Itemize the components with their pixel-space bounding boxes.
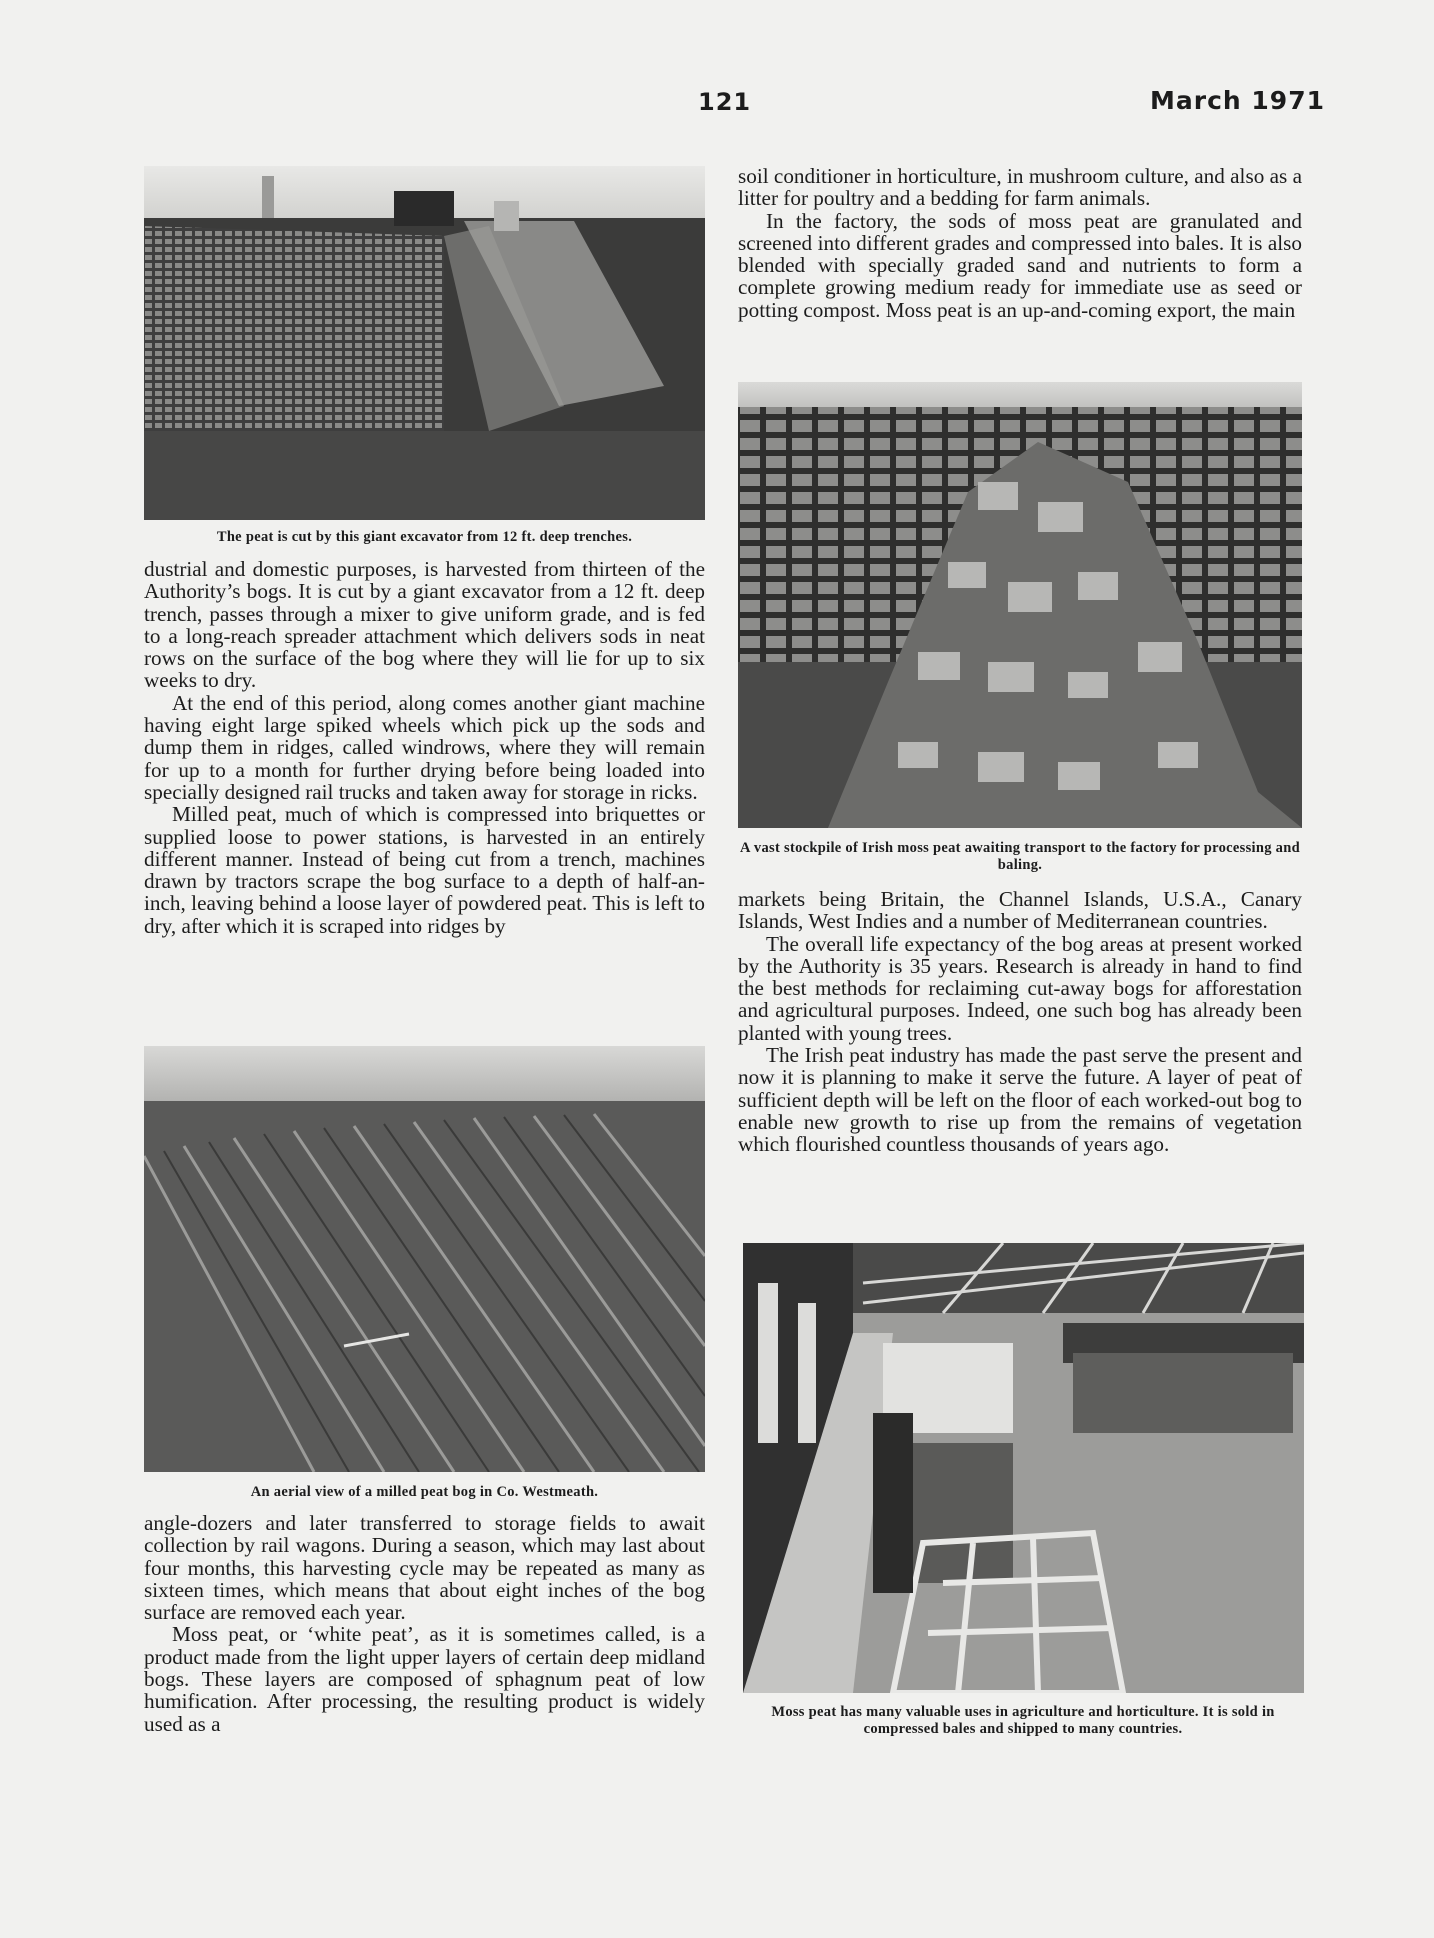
right-column-block-1: [738, 165, 1302, 321]
paragraph: The Irish peat industry has made the past serve the present and now it is planning to make it serve the future. A layer of peat of sufficient depth will be left on the floor of each worked-out bog to enable new growth to rise up from the remains of vegetation which flourished countless thousands of years ago.: [738, 1043, 1302, 1157]
paragraph: At the end of this period, along comes another giant machine having eight large spiked wheels which pick up the sods and dump them in ridges, called windrows, where they will remain for up to a month for further drying before being loaded into specially designed rail trucks and taken away for storage in ricks.: [144, 690, 705, 804]
aerial-caption: An aerial view of a milled peat bog in Co. Westmeath.: [250, 1484, 599, 1500]
left-column-block-1: [144, 558, 705, 937]
paragraph: Moss peat, or ‘white peat’, as it is sometimes called, is a product made from the light upper layers of certain deep midland bogs. These layers are composed of sphagnum peat of low humification. After processing, the resulting product is widely used as a: [144, 1622, 705, 1736]
paragraph: In the factory, the sods of moss peat are granulated and screened into different grades and compressed into bales. It is also blended with specially graded sand and nutrients to form a complete growing medium ready for immediate use as seed or potting compost. Moss peat is an up-and-coming export, the main: [738, 208, 1302, 322]
excavator-photo: [144, 166, 705, 520]
right-column-block-2: [738, 888, 1302, 1156]
paragraph: angle-dozers and later transferred to storage fields to await collection by rail wagons. During a season, which may last about four months, this harvesting cycle may be repeated as many as sixteen times, which means that about eight inches of the bog surface are removed each year.: [144, 1511, 705, 1625]
paragraph: The overall life expectancy of the bog areas at present worked by the Authority is 35 years. Research is already in hand to find the best methods for reclaiming cut-away bogs for afforestation and agricultural purposes. Indeed, one such bog has already been planted with young trees.: [738, 931, 1302, 1045]
page-number: 121: [698, 88, 752, 116]
stockpile-caption: A vast stockpile of Irish moss peat awaiting transport to the factory for processing and baling.: [740, 840, 1300, 873]
issue-date: March 1971: [1150, 86, 1325, 115]
paragraph: markets being Britain, the Channel Islands, U.S.A., Canary Islands, West Indies and a number of Mediterranean countries.: [738, 887, 1302, 934]
factory-photo: [743, 1243, 1304, 1693]
excavator-caption: The peat is cut by this giant excavator from 12 ft. deep trenches.: [216, 529, 633, 545]
paragraph: dustrial and domestic purposes, is harvested from thirteen of the Authority’s bogs. It is cut by a giant excavator from a 12 ft. deep trench, passes through a mixer to give uniform grade, and is fed to a long-reach spreader attachment which delivers sods in neat rows on the surface of the bog where they will lie for up to six weeks to dry.: [144, 557, 705, 693]
paragraph: Milled peat, much of which is compressed into briquettes or supplied loose to power stations, is harvested in an entirely different manner. Instead of being cut from a trench, machines drawn by tractors scrape the bog surface to a depth of half-an-inch, leaving behind a loose layer of powdered peat. This is left to dry, after which it is scraped into ridges by: [144, 802, 705, 938]
left-column-block-2: [144, 1512, 705, 1735]
factory-caption: Moss peat has many valuable uses in agriculture and horticulture. It is sold in compressed bales and shipped to many countries.: [771, 1704, 1275, 1737]
aerial-bog-photo: [144, 1046, 705, 1472]
stockpile-photo: [738, 382, 1302, 828]
paragraph: soil conditioner in horticulture, in mushroom culture, and also as a litter for poultry and a bedding for farm animals.: [738, 164, 1302, 211]
